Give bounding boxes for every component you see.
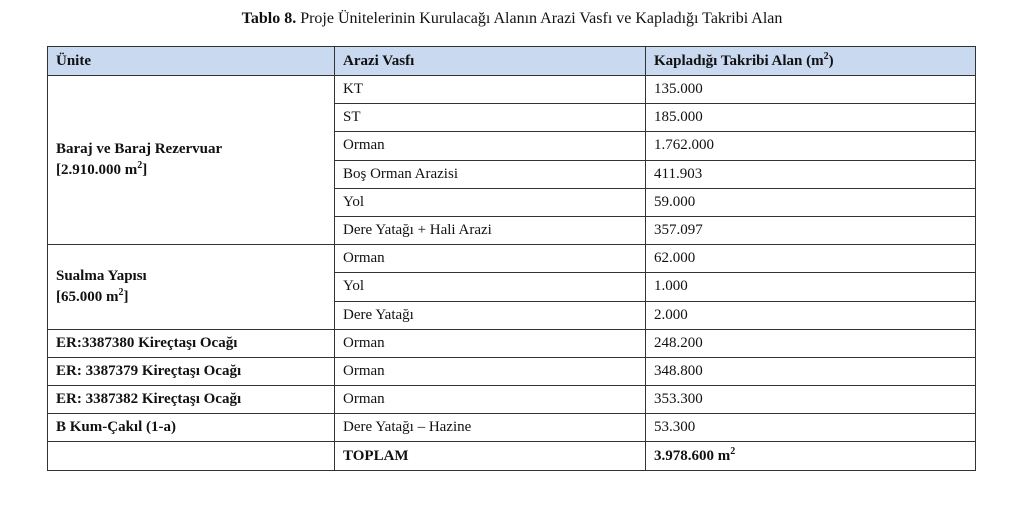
area-cell: 62.000 — [646, 245, 976, 273]
unit-total-prefix: [2.910.000 m — [56, 162, 138, 179]
land-cell: Orman — [335, 386, 646, 414]
header-area-suffix: ) — [828, 52, 834, 69]
area-cell: 348.800 — [646, 357, 976, 385]
unit-total-sup: 2 — [118, 286, 124, 298]
total-value — [646, 442, 976, 470]
unit-cell-baraj — [48, 76, 335, 245]
table-caption — [0, 10, 1024, 28]
area-cell: 135.000 — [646, 76, 976, 104]
total-value-prefix: 3.978.600 m — [654, 447, 731, 464]
land-cell: Orman — [335, 245, 646, 273]
land-cell: Dere Yatağı – Hazine — [335, 414, 646, 442]
land-cell: Orman — [335, 357, 646, 385]
land-cell: Orman — [335, 329, 646, 357]
header-row — [48, 47, 976, 76]
unit-cell: ER:3387380 Kireçtaşı Ocağı — [48, 329, 335, 357]
unit-total-sup: 2 — [137, 160, 143, 172]
area-cell: 411.903 — [646, 160, 976, 188]
header-area-prefix: Kapladığı Takribi Alan (m — [654, 52, 824, 69]
unit-name: Sualma Yapısı — [56, 267, 147, 284]
land-cell: Yol — [335, 188, 646, 216]
total-value-sup: 2 — [730, 445, 736, 457]
table-row — [48, 76, 976, 104]
caption-text: Proje Ünitelerinin Kurulacağı Alanın Arazi Vasfı ve Kapladığı Takribi Alan — [296, 10, 783, 27]
caption-label: Tablo 8. — [241, 10, 297, 27]
area-cell: 1.000 — [646, 273, 976, 301]
unit-total — [56, 160, 326, 181]
area-cell: 2.000 — [646, 301, 976, 329]
land-cell: Boş Orman Arazisi — [335, 160, 646, 188]
unit-total-suffix: ] — [123, 288, 129, 305]
unit-total-prefix: [65.000 m — [56, 288, 119, 305]
unit-total-suffix: ] — [142, 162, 148, 179]
unit-cell: ER: 3387382 Kireçtaşı Ocağı — [48, 386, 335, 414]
land-cell: ST — [335, 104, 646, 132]
total-label: TOPLAM — [335, 442, 646, 470]
area-cell: 59.000 — [646, 188, 976, 216]
area-cell: 1.762.000 — [646, 132, 976, 160]
land-cell: Orman — [335, 132, 646, 160]
unit-total — [56, 287, 326, 308]
unit-cell: B Kum-Çakıl (1-a) — [48, 414, 335, 442]
unit-cell: ER: 3387379 Kireçtaşı Ocağı — [48, 357, 335, 385]
area-cell: 185.000 — [646, 104, 976, 132]
area-cell: 353.300 — [646, 386, 976, 414]
land-cell: KT — [335, 76, 646, 104]
header-area-sup: 2 — [823, 50, 829, 62]
area-cell: 53.300 — [646, 414, 976, 442]
total-row — [48, 442, 976, 470]
header-area — [646, 47, 976, 76]
header-unit: Ünite — [48, 47, 335, 76]
table-row — [48, 414, 976, 442]
unit-cell-sualma — [48, 245, 335, 330]
land-cell: Dere Yatağı + Hali Arazi — [335, 216, 646, 244]
land-cell: Yol — [335, 273, 646, 301]
table-row — [48, 357, 976, 385]
table-row — [48, 245, 976, 273]
table-row — [48, 329, 976, 357]
land-use-table — [47, 46, 976, 471]
area-cell: 357.097 — [646, 216, 976, 244]
total-empty-cell — [48, 442, 335, 470]
header-land: Arazi Vasfı — [335, 47, 646, 76]
table-row — [48, 386, 976, 414]
unit-name: Baraj ve Baraj Rezervuar — [56, 141, 223, 158]
area-cell: 248.200 — [646, 329, 976, 357]
land-cell: Dere Yatağı — [335, 301, 646, 329]
